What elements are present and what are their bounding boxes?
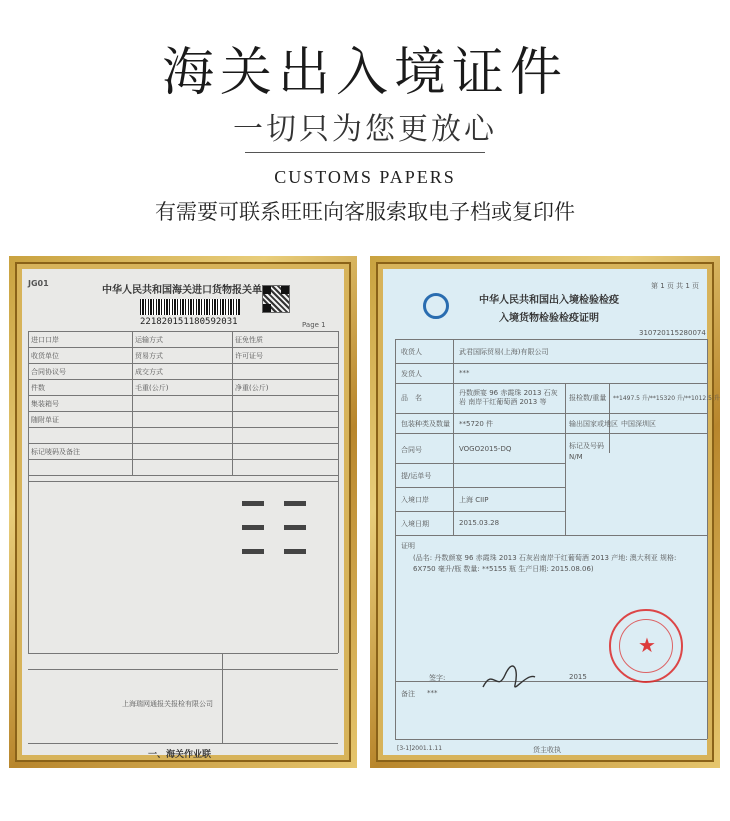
row-value: 丹数颜宴 96 赤霞珠 2013 石灰岩 南岸干红葡萄酒 2013 等 <box>459 389 558 406</box>
contact-note: 有需要可联系旺旺向客服索取电子档或复印件 <box>155 200 575 224</box>
field-label: 毛重(公斤) <box>135 384 169 392</box>
right-document-frame <box>370 256 720 768</box>
page-title: 海关出入境证件 <box>161 43 568 103</box>
remark-value: *** <box>427 689 438 697</box>
field-label: 征免性质 <box>235 336 263 344</box>
left-document-frame <box>9 256 357 768</box>
field-label: 运输方式 <box>135 336 163 344</box>
row-label: 入境口岸 <box>401 496 429 504</box>
qr-code-icon <box>262 285 290 313</box>
certificate-number: 310720115280074 <box>639 329 706 337</box>
inspection-certificate <box>383 269 720 755</box>
field-label: 件数 <box>31 384 45 392</box>
field-label: 收货单位 <box>31 352 59 360</box>
company-name: 上海瑞网通报关报检有限公司 <box>122 700 213 708</box>
header <box>0 0 730 250</box>
barcode-icon <box>140 299 240 315</box>
declaration-title: 中华人民共和国海关进口货物报关单 <box>102 285 262 296</box>
page-count: 第 1 页 共 1 页 <box>651 282 700 290</box>
customs-declaration <box>22 269 344 760</box>
row-value: **5720 件 <box>459 420 494 428</box>
sign-label: 签字: <box>429 674 446 682</box>
certificate-authority: 中华人民共和国出入境检验检疫 <box>479 295 619 306</box>
side-value: 中国深圳区 <box>621 420 656 428</box>
remark-label: 备注 <box>401 690 415 698</box>
form-code: JG01 <box>28 279 49 288</box>
certify-label: 证明 <box>401 542 415 550</box>
official-seal: ★ <box>609 609 683 683</box>
sign-date: 2015 <box>569 673 587 681</box>
declaration-number: 221820151180592031 <box>140 317 238 327</box>
page-indicator: Page 1 <box>302 321 326 329</box>
field-label: 合同协议号 <box>31 368 66 376</box>
row-value: 武君国际贸易(上海)有限公司 <box>459 348 549 356</box>
certificate-title: 入境货物检验检疫证明 <box>499 313 599 324</box>
side-label: 标记及号码 <box>569 442 604 450</box>
side-value: **1497.5 升/**15320 升/**1012.5 升 <box>613 395 720 402</box>
field-label: 集装箱号 <box>31 400 59 408</box>
field-label: 随附单证 <box>31 416 59 424</box>
copy-holder: 货主收执 <box>533 746 561 754</box>
field-label: 贸易方式 <box>135 352 163 360</box>
side-label: 报检数/重量 <box>569 394 607 402</box>
copy-label: 一、海关作业联 <box>148 750 212 760</box>
row-label: 品 名 <box>401 394 422 402</box>
side-label: 输出国家或地区 <box>569 420 618 428</box>
field-label: 标记唛码及备注 <box>31 448 80 456</box>
page-subtitle: 一切只为您更放心 <box>233 112 497 147</box>
row-label: 入境日期 <box>401 520 429 528</box>
form-footer-code: [3-1]2001.1.11 <box>397 745 443 752</box>
field-label: 成交方式 <box>135 368 163 376</box>
row-value: *** <box>459 369 470 377</box>
row-label: 包装种类及数量 <box>401 420 450 428</box>
row-label: 收货人 <box>401 348 422 356</box>
row-label: 提/运单号 <box>401 472 432 480</box>
english-caption: CUSTOMS PAPERS <box>274 167 456 187</box>
row-label: 发货人 <box>401 370 422 378</box>
divider <box>245 152 485 153</box>
row-value: 2015.03.28 <box>459 519 500 527</box>
side-value: N/M <box>569 453 583 461</box>
ciq-logo-icon <box>423 293 449 319</box>
certify-text: (品名: 丹数颜宴 96 赤霞珠 2013 石灰岩南岸干红葡萄酒 2013 产地: 澳大利亚 规格: 6X750 毫升/瓶 数量: **5155 瓶 生产日期: 2015.08.06) <box>413 554 677 573</box>
row-value: 上海 CIIP <box>459 496 489 504</box>
field-label: 进口口岸 <box>31 336 59 344</box>
row-value: VOGO2015-DQ <box>459 445 512 453</box>
row-label: 合同号 <box>401 446 422 454</box>
field-label: 净重(公斤) <box>235 384 269 392</box>
signature <box>479 665 539 695</box>
field-label: 许可证号 <box>235 352 263 360</box>
